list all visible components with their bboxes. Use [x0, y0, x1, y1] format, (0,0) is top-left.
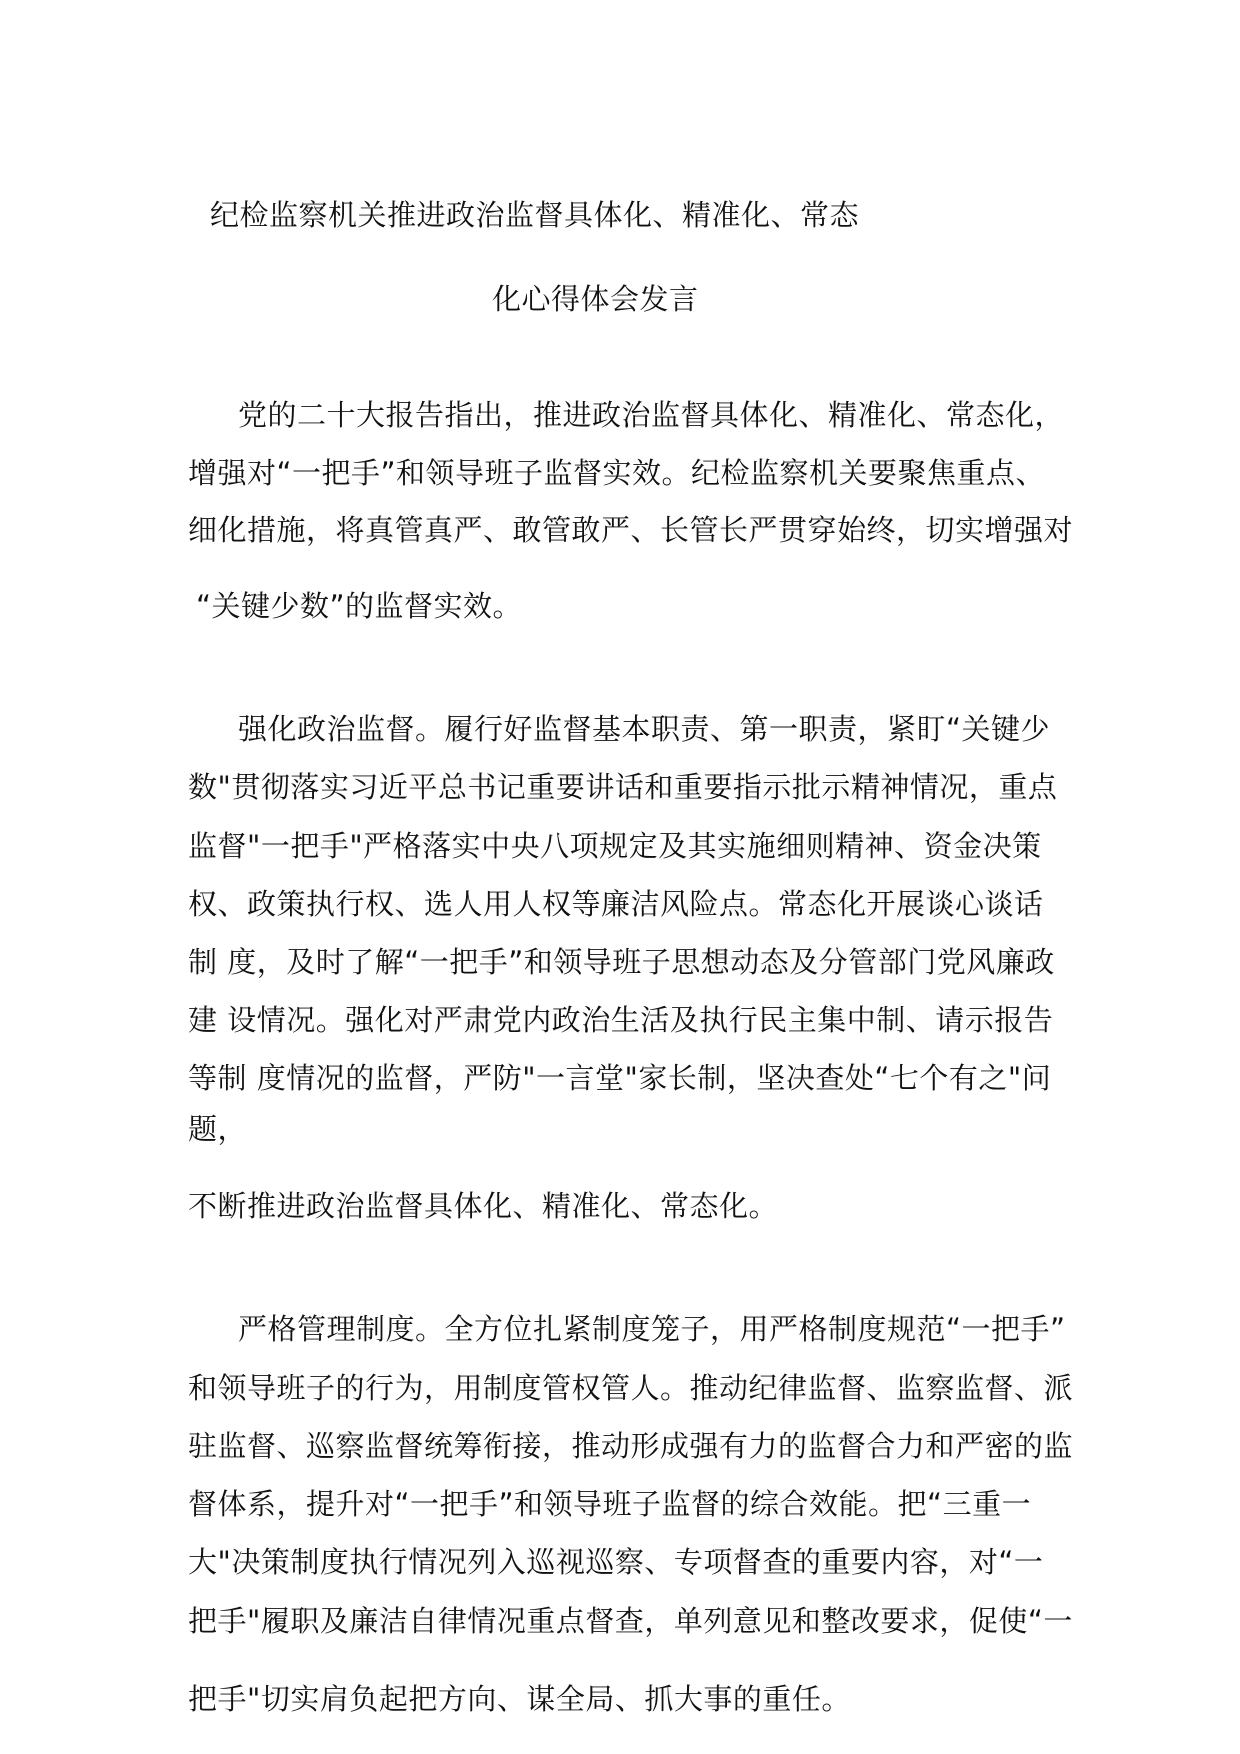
- paragraph-1-line-2: 增强对“一把手”和领导班子监督实效。纪检监察机关要聚焦重点、: [188, 456, 1046, 490]
- paragraph-2-line-5: 制 度，及时了解“一把手”和领导班子思想动态及分管部门党风廉政: [188, 945, 1055, 979]
- paragraph-3-line-3: 驻监督、巡察监督统筹衔接，推动形成强有力的监督合力和严密的监: [188, 1429, 1074, 1463]
- paragraph-2-line-4: 权、政策执行权、选人用人权等廉洁风险点。常态化开展谈心谈话: [188, 887, 1044, 921]
- paragraph-2-line-2: 数"贯彻落实习近平总书记重要讲话和重要指示批示精神情况，重点: [188, 770, 1058, 804]
- paragraph-3-line-4: 督体系，提升对“一把手”和领导班子监督的综合效能。把“三重一: [188, 1487, 1032, 1521]
- paragraph-3-line-7: 把手"切实肩负起把方向、谋全局、抓大事的重任。: [188, 1682, 851, 1716]
- paragraph-3-line-6: 把手"履职及廉洁自律情况重点督查，单列意见和整改要求，促使“一: [188, 1604, 1073, 1638]
- document-title-line-1: 纪检监察机关推进政治监督具体化、精准化、常态: [210, 198, 860, 232]
- paragraph-2-line-8: 题，: [188, 1112, 248, 1146]
- paragraph-2-line-6: 建 设情况。强化对严肃党内政治生活及执行民主集中制、请示报告: [188, 1003, 1054, 1037]
- paragraph-2-line-7: 等制 度情况的监督，严防"一言堂"家长制，坚决查处“七个有之"问: [188, 1061, 1052, 1095]
- paragraph-2-line-3: 监督"一把手"严格落实中央八项规定及其实施细则精神、资金决策: [188, 829, 1042, 863]
- paragraph-1-line-1: 党的二十大报告指出，推进政治监督具体化、精准化、常态化，: [238, 398, 1065, 432]
- paragraph-1-line-4: “关键少数”的监督实效。: [196, 589, 523, 623]
- document-title-line-2: 化心得体会发言: [492, 282, 699, 316]
- paragraph-3-line-5: 大"决策制度执行情况列入巡视巡察、专项督查的重要内容，对“一: [188, 1545, 1044, 1579]
- paragraph-2-line-1: 强化政治监督。履行好监督基本职责、第一职责，紧盯“关键少: [238, 712, 1051, 746]
- paragraph-3-line-2: 和领导班子的行为，用制度管权管人。推动纪律监督、监察监督、派: [188, 1371, 1074, 1405]
- paragraph-2-line-9: 不断推进政治监督具体化、精准化、常态化。: [188, 1189, 779, 1223]
- paragraph-3-line-1: 严格管理制度。全方位扎紧制度笼子，用严格制度规范“一把手”: [238, 1312, 1066, 1346]
- paragraph-1-line-3: 细化措施，将真管真严、敢管敢严、长管长严贯穿始终，切实增强对: [188, 513, 1074, 547]
